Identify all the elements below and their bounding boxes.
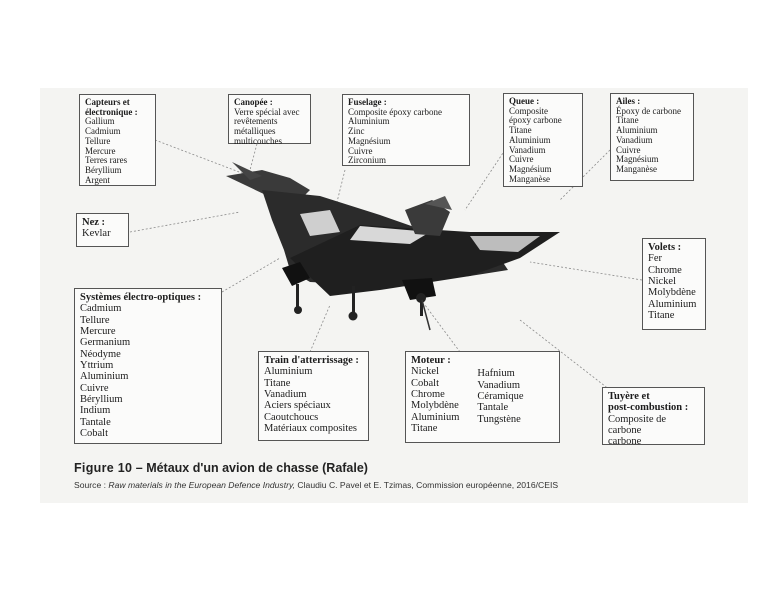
box-fuselage-item: Magnésium	[348, 135, 391, 146]
box-moteur-item: Tungstène	[477, 413, 521, 425]
box-tuyere-item: carbone	[608, 436, 642, 448]
box-systemes-item: Cuivre	[80, 382, 109, 394]
figure-caption	[74, 461, 368, 475]
box-queue-item: Composite	[509, 105, 549, 116]
box-fuselage-item: Zirconium	[348, 155, 386, 166]
source-prefix: Source :	[74, 480, 109, 490]
box-ailes-item: Magnésium	[616, 154, 659, 165]
figure-dash: –	[132, 461, 147, 475]
box-ailes-title: Ailes :	[616, 96, 641, 106]
box-systemes-item: Tantale	[80, 416, 111, 428]
box-train-item: Aluminium	[264, 366, 313, 378]
box-queue-item: époxy carbone	[509, 115, 562, 126]
box-systemes-item: Germanium	[80, 337, 131, 349]
box-canopee-item: multicouches	[234, 135, 282, 146]
box-fuselage-item: Zinc	[348, 126, 365, 137]
box-moteur-item: Tantale	[477, 402, 509, 414]
box-queue	[503, 93, 583, 187]
box-train-item: Titane	[264, 377, 291, 389]
box-moteur-item: Hafnium	[477, 368, 515, 380]
box-moteur-col1	[411, 366, 459, 434]
box-moteur-item: Vanadium	[477, 379, 520, 391]
box-train-item: Matériaux composites	[264, 422, 358, 434]
box-moteur-item: Titane	[411, 422, 438, 434]
box-ailes-item: Manganèse	[616, 164, 657, 175]
box-nez-title: Nez :	[82, 217, 106, 228]
box-systemes-item: Cobalt	[80, 427, 108, 439]
box-systemes-item: Béryllium	[80, 393, 123, 405]
box-systemes-item: Néodyme	[80, 348, 121, 360]
box-capteurs-item: Argent	[85, 174, 110, 185]
box-systemes-item: Aluminium	[80, 371, 129, 383]
box-volets-item: Fer	[648, 253, 662, 265]
box-ailes-item: Vanadium	[616, 134, 653, 145]
box-fuselage	[342, 94, 470, 166]
box-systemes-item: Tellure	[80, 314, 110, 326]
box-systemes-item: Cadmium	[80, 303, 122, 315]
box-moteur-title: Moteur :	[411, 355, 451, 366]
box-ailes-item: Époxy de carbone	[616, 105, 681, 116]
box-capteurs-item: Mercure	[85, 145, 116, 156]
box-volets-item: Titane	[648, 309, 675, 321]
box-queue-item: Magnésium	[509, 164, 552, 175]
box-moteur-col2	[477, 368, 523, 434]
box-ailes	[610, 93, 694, 181]
figure-title: Métaux d'un avion de chasse (Rafale)	[146, 461, 368, 475]
box-volets-item: Nickel	[648, 275, 676, 287]
box-volets-item: Aluminium	[648, 298, 697, 310]
box-train-title: Train d'atterrissage :	[264, 355, 359, 366]
box-systemes-title: Systèmes électro-optiques :	[80, 292, 202, 303]
figure-source	[74, 480, 558, 490]
box-tuyere-title-line2: post-combustion :	[608, 402, 689, 414]
box-moteur-item: Nickel	[411, 366, 439, 378]
box-canopee-item: métalliques	[234, 126, 276, 137]
box-canopee	[228, 94, 311, 144]
box-moteur-columns	[411, 366, 554, 434]
box-moteur-item: Cobalt	[411, 377, 439, 389]
box-capteurs-item: Gallium	[85, 116, 115, 127]
box-fuselage-title: Fuselage :	[348, 97, 387, 107]
box-tuyere-title-line1: Tuyère et	[608, 391, 650, 402]
box-queue-item: Cuivre	[509, 154, 534, 165]
box-tuyere	[602, 387, 705, 448]
box-train	[258, 351, 369, 441]
box-queue-item: Manganèse	[509, 173, 550, 184]
box-ailes-item: Aluminium	[616, 125, 658, 136]
box-queue-item: Titane	[509, 125, 532, 136]
box-nez-item: Kevlar	[82, 228, 111, 240]
box-tuyere-item: Composite de carbone	[608, 413, 667, 436]
box-ailes-item: Cuivre	[616, 144, 641, 155]
box-volets-item: Chrome	[648, 264, 682, 276]
box-train-item: Vanadium	[264, 388, 307, 400]
box-capteurs-item: Béryllium	[85, 165, 122, 176]
source-title: Raw materials in the European Defence Industry,	[108, 480, 296, 490]
box-volets-title: Volets :	[648, 242, 682, 253]
box-systemes-item: Yttrium	[80, 359, 114, 371]
figure-number: Figure 10	[74, 461, 133, 475]
box-ailes-item: Titane	[616, 115, 639, 126]
box-fuselage-item: Aluminium	[348, 116, 390, 127]
box-moteur-item: Aluminium	[411, 411, 460, 423]
box-moteur-item: Molybdène	[411, 400, 459, 412]
box-capteurs-item: Terres rares	[85, 155, 128, 166]
box-systemes-item: Mercure	[80, 325, 116, 337]
box-volets-item: Molybdène	[648, 287, 696, 299]
box-moteur-item: Céramique	[477, 390, 524, 402]
box-fuselage-item: Cuivre	[348, 145, 373, 156]
box-nez	[76, 213, 129, 247]
box-train-item: Caoutchoucs	[264, 411, 319, 423]
box-train-item: Aciers spéciaux	[264, 400, 331, 412]
box-capteurs-item: Cadmium	[85, 126, 121, 137]
box-systemes	[74, 288, 222, 444]
box-canopee-item: revêtements	[234, 116, 278, 127]
box-fuselage-item: Composite époxy carbone	[348, 106, 442, 117]
box-moteur	[405, 351, 560, 443]
box-canopee-title: Canopée :	[234, 97, 273, 107]
box-queue-title: Queue :	[509, 96, 540, 106]
box-capteurs-item: Tellure	[85, 135, 111, 146]
source-rest: Claudiu C. Pavel et E. Tzimas, Commission européenne, 2016/CEIS	[295, 480, 559, 490]
box-volets	[642, 238, 706, 330]
box-capteurs	[79, 94, 156, 186]
box-capteurs-title: Capteurs et électronique :	[85, 97, 138, 117]
box-systemes-item: Indium	[80, 405, 111, 417]
box-canopee-item: Verre spécial avec	[234, 106, 300, 117]
box-queue-item: Vanadium	[509, 144, 546, 155]
box-moteur-item: Chrome	[411, 388, 445, 400]
box-queue-item: Aluminium	[509, 134, 551, 145]
